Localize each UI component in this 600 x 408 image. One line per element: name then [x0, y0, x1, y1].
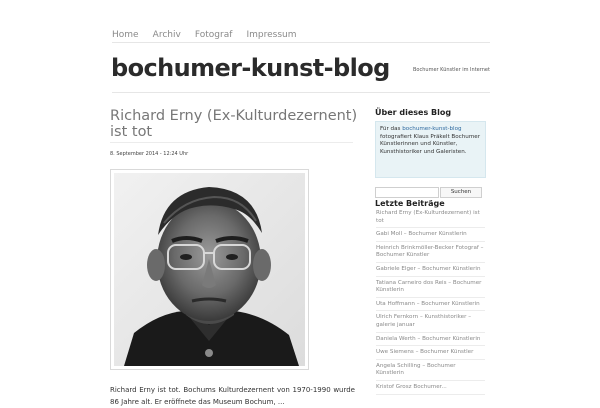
- site-tagline: Bochumer Künstler im Internet: [413, 67, 490, 73]
- post-date: 8. September 2014 - 12:24 Uhr: [110, 151, 189, 157]
- title-divider: [110, 142, 353, 143]
- recent-post-item[interactable]: Gabi Moll – Bochumer Künstlerin: [376, 230, 485, 242]
- recent-post-item[interactable]: Gabriele Elger – Bochumer Künstlerin: [376, 265, 485, 277]
- recent-post-item[interactable]: Tatiana Carneiro dos Reis – Bochumer Künstlerin: [376, 279, 485, 298]
- recent-post-item[interactable]: Heinrich Brinkmöller-Becker Fotograf – Bochumer Künstler: [376, 244, 485, 263]
- search-input[interactable]: [375, 187, 439, 198]
- recent-heading: Letzte Beiträge: [375, 199, 445, 208]
- about-box: [375, 121, 486, 178]
- post-body: Richard Erny ist tot. Bochums Kulturdezernent von 1970-1990 wurde 86 Jahre alt. Er eröffnete das Museum Bochum, ...: [110, 386, 355, 406]
- site-title[interactable]: bochumer-kunst-blog: [111, 54, 390, 82]
- recent-post-item[interactable]: Kristof Grosz Bochumer...: [376, 383, 485, 395]
- about-suffix: fotografiert Klaus Präkelt Bochumer Künstlerinnen und Künstler, Kunsthistoriker und Galeristen.: [380, 133, 481, 155]
- portrait-photo[interactable]: [110, 169, 309, 370]
- search-button[interactable]: Suchen: [440, 187, 482, 198]
- nav-fotograf[interactable]: Fotograf: [194, 30, 233, 40]
- about-heading: Über dieses Blog: [375, 108, 452, 117]
- post-title[interactable]: Richard Erny (Ex-Kulturdezernent) ist tot: [110, 108, 358, 140]
- recent-post-item[interactable]: Angela Schilling – Bochumer Künstlerin: [376, 362, 485, 381]
- recent-post-item[interactable]: Ulrich Fernkorn – Kunsthistoriker – galerie januar: [376, 313, 485, 332]
- portrait-image: [114, 173, 305, 366]
- nav-impressum[interactable]: Impressum: [246, 30, 297, 40]
- recent-post-item[interactable]: Richard Erny (Ex-Kulturdezernent) ist tot: [376, 209, 485, 228]
- recent-posts-list: [376, 209, 485, 397]
- about-link[interactable]: bochumer-kunst-blog: [402, 126, 462, 132]
- recent-post-item[interactable]: Uta Hoffmann – Bochumer Künstlerin: [376, 300, 485, 312]
- nav-home[interactable]: Home: [112, 30, 139, 40]
- header-divider: [112, 92, 490, 93]
- main-nav: [112, 22, 490, 43]
- recent-post-item[interactable]: Daniela Werth – Bochumer Künstlerin: [376, 335, 485, 347]
- about-prefix: Für das: [380, 126, 401, 132]
- recent-post-item[interactable]: Uwe Siemens – Bochumer Künstler: [376, 348, 485, 360]
- nav-archiv[interactable]: Archiv: [152, 30, 181, 40]
